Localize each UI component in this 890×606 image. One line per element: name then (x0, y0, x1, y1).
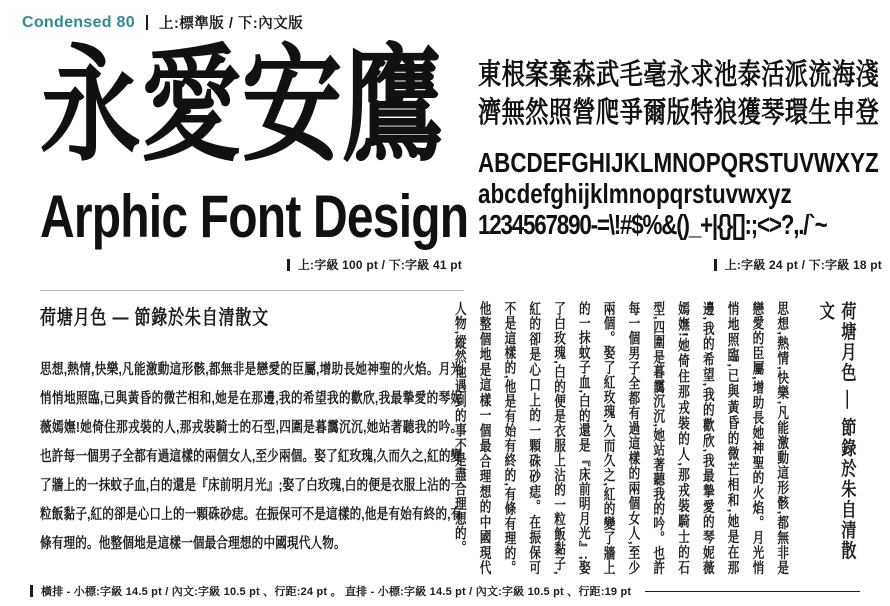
footer (30, 583, 860, 599)
header-divider (146, 15, 148, 30)
caption-tick (287, 259, 290, 271)
horizontal-specimen-body: 思想,熱情,快樂,凡能激動這形骸,都無非是戀愛的臣屬,增助長她神聖的火焰。月光悄悄地照臨,已與黃昏的微芒相和,她是在那邊,我的希望我的歡欣,我最摯愛的琴妮薇嫣嫵!她倚住那戎裝的人,那戎裝騎士的石型,四圍是暮靄沉沉,她站著聽我的吟。也許每一個男子全都有過這樣的兩個女人,至少兩個。娶了紅玫瑰,久而久之,紅的變了牆上的一抹蚊子血,白的還是『床前明月光』;娶了白玫瑰,白的便是衣服上沾的一粒飯黏子,紅的卻是心口上的一顆硃砂痣。在振保可不是這樣的,他是有始有終的,有條有理的。他整個地是這樣一個最合理想的中國現代人物。 (40, 362, 463, 552)
charset-lowercase: abcdefghijklmnopqrstuvwxyz (478, 178, 792, 209)
charset-cjk-line-2: 濟無然照營爬爭爾版特狼獲琴環生申登 (478, 97, 880, 129)
charset-size-caption (478, 256, 882, 273)
charset-cjk-line-1: 東根案棄森武毛毫永求池泰活派流海淺 (478, 59, 880, 91)
horizontal-specimen-heading: 荷塘月色 — 節錄於朱自清散文 (40, 307, 269, 329)
charset-uppercase: ABCDEFGHIJKLMNOPQRSTUVWXYZ (478, 147, 879, 178)
font-name-label: Condensed 80 (22, 13, 135, 31)
vertical-specimen-body: 思想,熱情,快樂,凡能激動這形骸,都無非是戀愛的臣屬,增助長她神聖的火焰。月光悄悄地照臨,已與黃昏的微芒相和,她是在那邊,我的希望,我的歡欣,我最摯愛的琴妮薇嫣嫵!她倚住那戎裝的人,那戎裝騎士的石型,四圍是暮靄沉沉,她站著聽我的吟。也許每一個男子全都有過這樣的兩個女人,至少兩個。娶了紅玫瑰,久而久之,紅的變了牆上的一抹蚊子血,白的還是『床前明月光』;娶了白玫瑰,白的便是衣服上沾的一粒飯黏子,紅的卻是心口上的一顆硃砂痣。在振保可不是這樣的,他是有始有終的,有條有理的。他整個地是這樣一個最合理想的中國現代人物,縱然他遇到的事不是盡合理想的。 (453, 301, 789, 575)
footer-rule (645, 591, 860, 592)
vertical-specimen (453, 301, 858, 575)
caption-tick (30, 585, 33, 597)
hero-cjk-sample: 永愛安鷹 (40, 35, 444, 176)
charset-latin-lines (478, 147, 879, 240)
horizontal-specimen (40, 301, 462, 559)
hero-latin-sample: Arphic Font Design (40, 183, 469, 250)
variant-note: 上:標準版 / 下:內文版 (158, 16, 304, 32)
caption-tick (714, 259, 717, 271)
footer-caption: 橫排 - 小標:字級 14.5 pt / 內文:字級 10.5 pt 、行距:24 pt 。 直排 - 小標:字級 14.5 pt / 內文:字級 10.5 pt 、行距:19 pt (41, 586, 632, 598)
horizontal-specimen-rule (40, 290, 464, 291)
header (22, 12, 303, 33)
hero-size-caption-text: 上:字級 100 pt / 下:字級 41 pt (297, 258, 462, 272)
vertical-specimen-heading: 荷塘月色 — 節錄於朱自清散文 (817, 301, 856, 561)
charset-size-caption-text: 上:字級 24 pt / 下:字級 18 pt (724, 258, 882, 272)
hero-size-caption (40, 256, 462, 273)
charset-numerals-symbols: 1234567890-=\!#$%&()_+|{}[]:;<>?,./`~ (478, 209, 827, 240)
charset-cjk-lines (478, 56, 879, 132)
